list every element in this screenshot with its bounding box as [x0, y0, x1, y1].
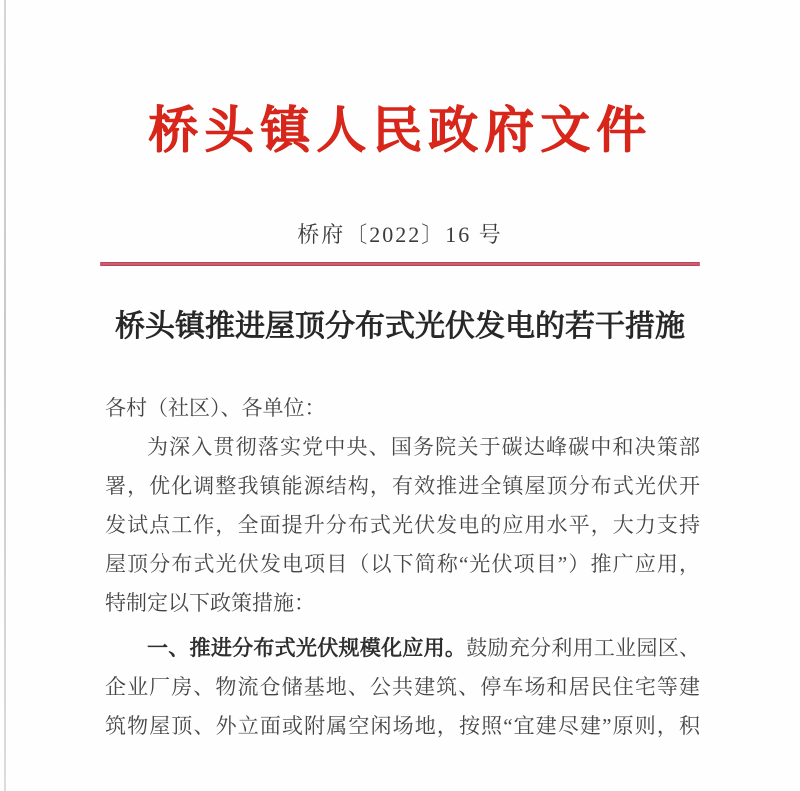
body-line: 屋顶分布式光伏发电项目（以下简称“光伏项目”）推广应用，: [105, 552, 700, 576]
body-line: 为深入贯彻落实党中央、国务院关于碳达峰碳中和决策部: [147, 435, 700, 459]
doc-number: 桥府〔2022〕16 号: [297, 222, 503, 247]
body-line: 署，优化调整我镇能源结构，有效推进全镇屋顶分布式光伏开: [105, 474, 700, 498]
salutation-line: 各村（社区）、各单位：: [105, 396, 326, 420]
body-line: 特制定以下政策措施：: [105, 591, 315, 615]
body-line-text: 鼓励充分利用工业园区、: [466, 636, 701, 660]
body-line: 筑物屋顶、外立面或附属空闲场地，按照“宜建尽建”原则，积: [105, 714, 700, 738]
letterhead-title: 桥头镇人民政府文件: [148, 102, 652, 158]
body-line: 发试点工作，全面提升分布式光伏发电的应用水平，大力支持: [105, 513, 700, 537]
document-body: [105, 389, 700, 746]
red-divider-line: [100, 262, 700, 266]
body-line: [105, 629, 700, 668]
body-line: 企业厂房、物流仓储基地、公共建筑、停车场和居民住宅等建: [105, 675, 700, 699]
document-title: 桥头镇推进屋顶分布式光伏发电的若干措施: [115, 310, 685, 343]
section-heading: 一、推进分布式光伏规模化应用。: [147, 637, 467, 660]
